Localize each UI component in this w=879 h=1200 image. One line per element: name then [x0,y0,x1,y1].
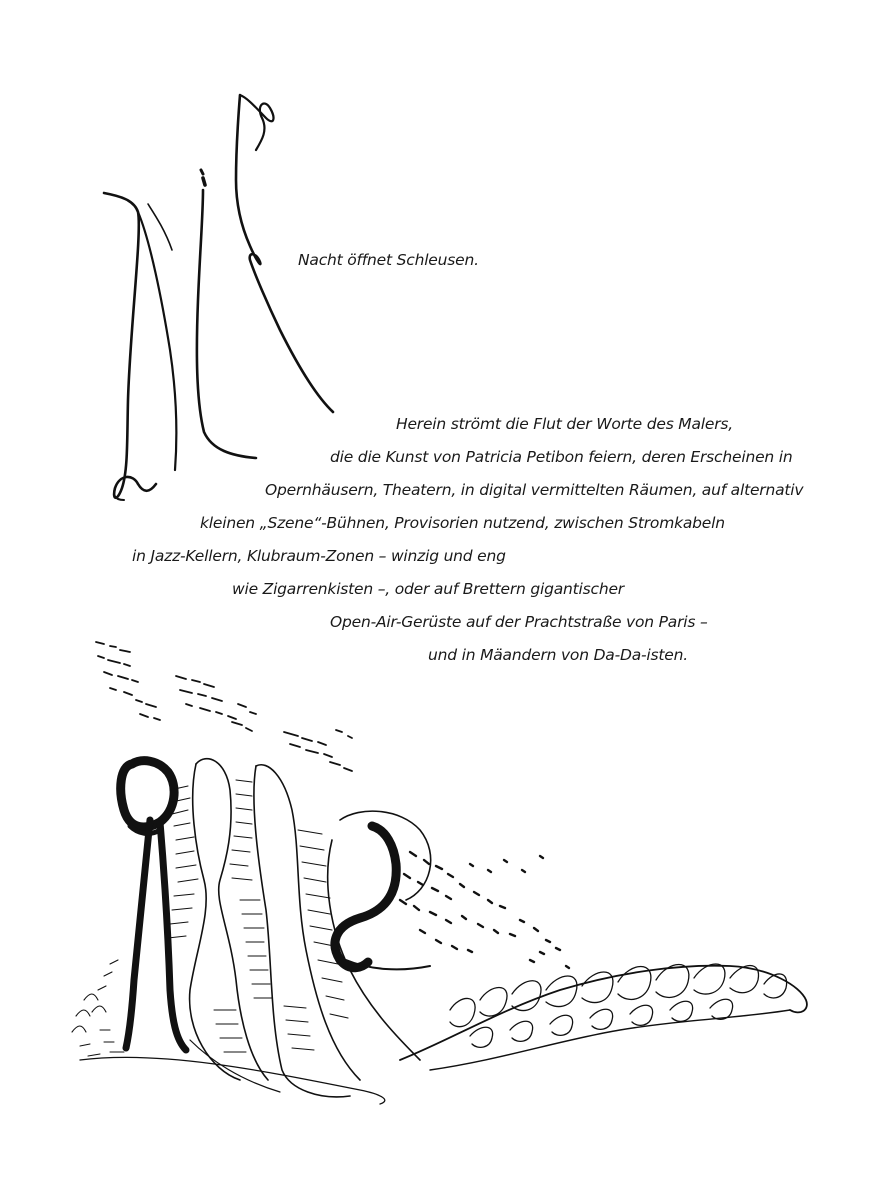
poem-line-8: Open-Air-Gerüste auf der Prachtstraße von Paris – [330,613,708,631]
poem-line-7: wie Zigarrenkisten –, oder auf Brettern gigantischer [232,580,624,598]
poem-line-6: in Jazz-Kellern, Klubraum-Zonen – winzig und eng [132,547,506,565]
poem-line-5: kleinen „Szene“-Bühnen, Provisorien nutzend, zwischen Stromkabeln [200,514,725,532]
poem-line-2: Herein strömt die Flut der Worte des Malers, [396,415,733,433]
poem-line-1: Nacht öffnet Schleusen. [298,251,479,269]
poem-line-9: und in Mäandern von Da-Da-isten. [428,646,688,664]
poem-line-4: Opernhäusern, Theatern, in digital vermittelten Räumen, auf alternativ [265,481,804,499]
poem-line-3: die die Kunst von Patricia Petibon feiern, deren Erscheinen in [330,448,793,466]
